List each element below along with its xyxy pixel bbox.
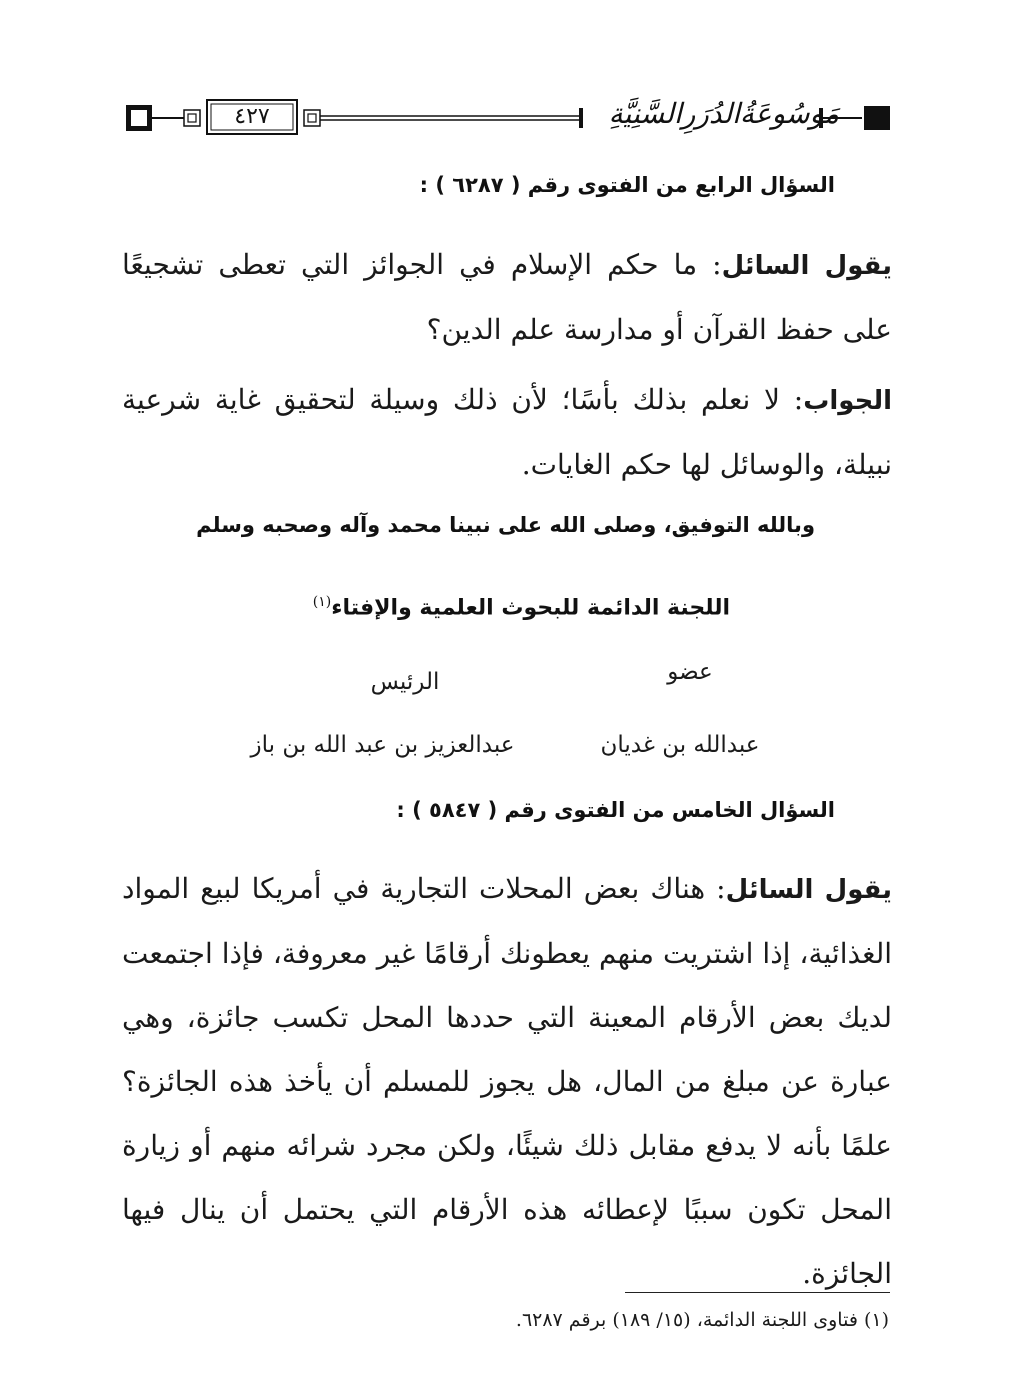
question-5-text [122, 857, 892, 1306]
chair-title: الرئيس [370, 669, 440, 695]
member-title: عضو [667, 659, 713, 685]
member-name: عبدالله بن غديان [600, 732, 760, 758]
questioner-label-2: يقول السائل [725, 875, 892, 905]
committee-title: اللجنة الدائمة للبحوث العلمية والإفتاء [331, 595, 730, 621]
committee-name [130, 585, 730, 625]
question-4-text [122, 233, 892, 362]
question-5-body: : هناك بعض المحلات التجارية في أمريكا لبيع المواد الغذائية، إذا اشتريت منهم يعطونك أرقامًا غير معروفة، فإذا اجتمعت لديك بعض الأرقام المعينة التي حددها المحل تكسب جائزة، وهي عبارة عن مبلغ من المال، هل يجوز للمسلم أن يأخذ هذه الجائزة؟ علمًا بأنه لا يدفع مقابل ذلك شيئًا، ولكن مجرد شرائه منهم أو زيارة المحل تكون سببًا لإعطائه هذه الأرقام التي يحتمل أن ينال فيها الجائزة. [122, 872, 892, 1290]
page-header [124, 88, 894, 148]
answer-label: الجواب [803, 386, 892, 416]
page-number: ٤٢٧ [234, 104, 270, 129]
chair-name: عبدالعزيز بن عبد الله بن باز [250, 732, 515, 758]
question-4-heading: السؤال الرابع من الفتوى رقم ( ٦٢٨٧ ) : [419, 173, 835, 197]
footnote: (١) فتاوى اللجنة الدائمة، (١٥/ ١٨٩) برقم ٦٢٨٧. [515, 1309, 889, 1331]
answer-4-body: : لا نعلم بذلك بأسًا؛ لأن ذلك وسيلة لتحقيق غاية شرعية نبيلة، والوسائل لها حكم الغايات. [122, 383, 892, 481]
footnote-ref: (١) [312, 594, 332, 610]
running-title: مَوسُوعَةُالدُرَرِالسَّنِيَّةِ [608, 97, 839, 130]
question-5-heading: السؤال الخامس من الفتوى رقم ( ٥٨٤٧ ) : [396, 798, 835, 822]
footnote-separator [625, 1292, 890, 1293]
question-4-body: : ما حكم الإسلام في الجوائز التي تعطى تشجيعًا على حفظ القرآن أو مدارسة علم الدين؟ [122, 248, 892, 346]
closing-formula: وبالله التوفيق، وصلى الله على نبينا محمد وآله وصحبه وسلم [196, 513, 815, 537]
questioner-label: يقول السائل [721, 251, 892, 281]
answer-4-text [122, 368, 892, 497]
